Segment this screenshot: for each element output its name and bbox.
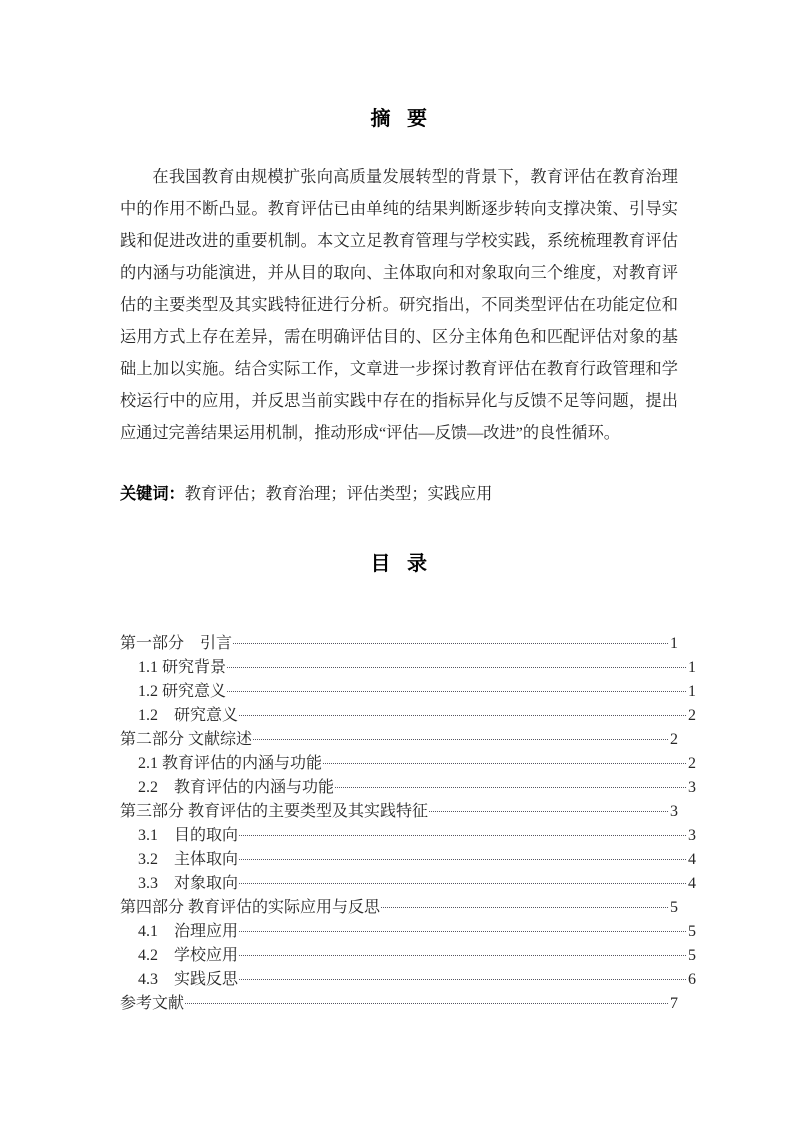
toc-entry[interactable] — [120, 824, 696, 848]
toc-entry-title: 参考文献 — [120, 995, 185, 1012]
toc-leader-dots — [227, 691, 686, 692]
toc-entry-page-number: 1 — [688, 683, 696, 700]
toc-leader-dots — [239, 979, 686, 980]
toc-entry-title: 1.2 研究意义 — [138, 707, 239, 724]
toc-leader-dots — [239, 955, 686, 956]
toc-leader-dots — [381, 907, 668, 908]
abstract-body — [120, 161, 678, 449]
toc-entry-page-number: 5 — [688, 947, 696, 964]
toc-leader-dots — [429, 811, 668, 812]
toc-entry-title: 4.1 治理应用 — [138, 923, 239, 940]
toc-entry-title: 1.1 研究背景 — [138, 659, 227, 676]
toc-leader-dots — [239, 931, 686, 932]
toc-entry-page-number: 1 — [688, 659, 696, 676]
toc-entry[interactable] — [120, 872, 696, 896]
toc-entry-title: 4.3 实践反思 — [138, 971, 239, 988]
toc-entry-page-number: 5 — [688, 923, 696, 940]
toc-leader-dots — [239, 883, 686, 884]
toc-entry[interactable] — [120, 776, 696, 800]
abstract-paragraph: 在我国教育由规模扩张向高质量发展转型的背景下，教育评估在教育治理中的作用不断凸显。教育评估已由单纯的结果判断逐步转向支撑决策、引导实践和促进改进的重要机制。本文立足教育管理与学校实践，系统梳理教育评估的内涵与功能演进，并从目的取向、主体取向和对象取向三个维度，对教育评估的主要类型及其实践特征进行分析。研究指出，不同类型评估在功能定位和运用方式上存在差异，需在明确评估目的、区分主体角色和匹配评估对象的基础上加以实施。结合实际工作，文章进一步探讨教育评估在教育行政管理和学校运行中的应用，并反思当前实践中存在的指标异化与反馈不足等问题，提出应通过完善结果运用机制，推动形成“评估—反馈—改进”的良性循环。 — [120, 168, 678, 442]
toc-entry-title: 2.1 教育评估的内涵与功能 — [138, 755, 323, 772]
toc-entry-page-number: 3 — [688, 827, 696, 844]
toc-leader-dots — [227, 667, 686, 668]
toc-entry[interactable] — [120, 992, 678, 1016]
toc-entry-title: 第二部分 文献综述 — [120, 731, 253, 748]
toc-entry-title: 3.2 主体取向 — [138, 851, 239, 868]
toc-entry-title: 1.2 研究意义 — [138, 683, 227, 700]
abstract-heading-char-1: 摘 — [370, 108, 391, 130]
toc-entry[interactable] — [120, 752, 696, 776]
toc-entry[interactable] — [120, 920, 696, 944]
toc-entry-page-number: 2 — [688, 755, 696, 772]
toc-entry-title: 3.3 对象取向 — [138, 875, 239, 892]
toc-list — [120, 632, 696, 1016]
toc-entry[interactable] — [120, 728, 678, 752]
toc-entry-title: 第一部分 引言 — [120, 635, 233, 652]
toc-entry[interactable] — [120, 704, 696, 728]
toc-entry-page-number: 1 — [670, 635, 678, 652]
toc-entry-page-number: 5 — [670, 899, 678, 916]
abstract-heading-char-2: 要 — [407, 108, 428, 130]
toc-heading-char-1: 目 — [370, 553, 391, 575]
toc-entry-page-number: 6 — [688, 971, 696, 988]
toc-entry[interactable] — [120, 848, 696, 872]
toc-leader-dots — [233, 643, 668, 644]
toc-entry-title: 4.2 学校应用 — [138, 947, 239, 964]
keywords-value: 教育评估；教育治理；评估类型；实践应用 — [184, 485, 493, 503]
abstract-heading — [120, 102, 678, 131]
toc-leader-dots — [253, 739, 668, 740]
toc-entry-title: 第四部分 教育评估的实际应用与反思 — [120, 899, 381, 916]
toc-entry[interactable] — [120, 944, 696, 968]
toc-leader-dots — [335, 787, 686, 788]
keywords-line — [120, 479, 678, 509]
toc-entry-page-number: 3 — [670, 803, 678, 820]
toc-entry-title: 3.1 目的取向 — [138, 827, 239, 844]
page-content-column — [120, 0, 696, 1016]
toc-entry-page-number: 4 — [688, 851, 696, 868]
toc-leader-dots — [323, 763, 686, 764]
toc-leader-dots — [239, 859, 686, 860]
toc-leader-dots — [239, 715, 686, 716]
toc-entry[interactable] — [120, 968, 696, 992]
toc-entry-page-number: 2 — [670, 731, 678, 748]
toc-entry[interactable] — [120, 632, 678, 656]
toc-entry-title: 2.2 教育评估的内涵与功能 — [138, 779, 335, 796]
toc-heading-char-2: 录 — [407, 553, 428, 575]
toc-entry[interactable] — [120, 680, 696, 704]
toc-leader-dots — [239, 835, 686, 836]
toc-entry[interactable] — [120, 896, 678, 920]
keywords-label: 关键词： — [120, 485, 185, 503]
toc-entry-title: 第三部分 教育评估的主要类型及其实践特征 — [120, 803, 429, 820]
toc-entry-page-number: 2 — [688, 707, 696, 724]
toc-entry[interactable] — [120, 656, 696, 680]
toc-entry-page-number: 4 — [688, 875, 696, 892]
toc-entry-page-number: 3 — [688, 779, 696, 796]
toc-entry-page-number: 7 — [670, 995, 678, 1012]
toc-heading — [120, 547, 678, 576]
toc-entry[interactable] — [120, 800, 678, 824]
toc-leader-dots — [185, 1003, 668, 1004]
